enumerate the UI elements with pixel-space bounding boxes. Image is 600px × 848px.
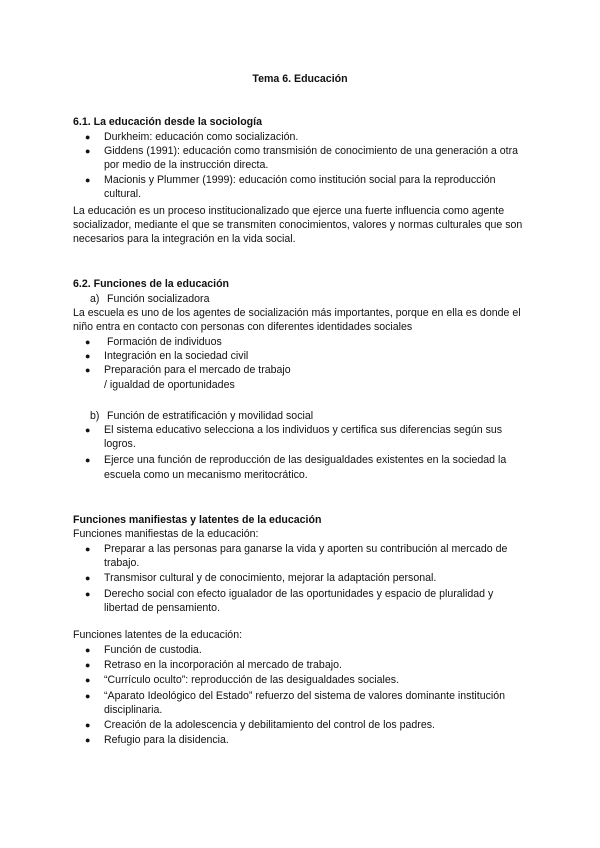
list-item: ● Transmisor cultural y de conocimiento, mejorar la adaptación personal. [85, 572, 437, 585]
list-item: ● Macionis y Plummer (1999): educación como institución social para la reproducción cultural. [85, 173, 496, 200]
list-item: ● Durkheim: educación como socialización. [85, 131, 299, 143]
manifest-functions-label: Funciones manifiestas de la educación: [73, 528, 259, 540]
list-item: ● Preparación para el mercado de trabajo [85, 364, 291, 377]
list-item: ● Integración en la sociedad civil [85, 350, 249, 363]
list-item: ● Creación de la adolescencia y debilitamiento del control de los padres. [85, 719, 435, 732]
latent-functions-list [85, 643, 530, 747]
latent-functions-label: Funciones latentes de la educación: [73, 629, 243, 641]
list-item: ● “Currículo oculto”: reproducción de las desigualdades sociales. [85, 674, 400, 687]
subsection-a-paragraph: La escuela es uno de los agentes de socialización más importantes, porque en ella es donde el niño entra en contacto con personas con diferentes identidades sociales [73, 307, 521, 334]
document-title: Tema 6. Educación [252, 73, 348, 85]
manifest-functions-list [85, 542, 530, 615]
list-item: ● Ejerce una función de reproducción de las desigualdades existentes en la sociedad la escuela como un mecanismo meritocrático. [85, 454, 507, 481]
list-item: ● Giddens (1991): educación como transmisión de conocimiento de una generación a otra por medio de la instrucción directa. [85, 145, 518, 172]
list-item: ● Formación de individuos [85, 336, 222, 348]
list-item: ● “Aparato Ideológico del Estado” refuerzo del sistema de valores dominante institución disciplinaria. [85, 689, 506, 716]
subsection-a-title: a) Función socializadora [90, 293, 210, 305]
list-item: ● Retraso en la incorporación al mercado de trabajo. [85, 659, 342, 672]
section-3-heading: Funciones manifiestas y latentes de la educación [73, 514, 322, 526]
list-item: ● Función de custodia. [85, 644, 202, 656]
subsection-b-list [85, 423, 530, 482]
section-1-paragraph: La educación es un proceso institucionalizado que ejerce una fuerte influencia como agente socializador, mediante el que se transmiten conocimientos, valores y normas culturales que son necesarios para la integración en la vida social. [73, 205, 523, 246]
list-item: ● El sistema educativo selecciona a los individuos y certifica sus diferencias según sus logros. [85, 424, 503, 451]
section-2-heading: 6.2. Funciones de la educación [73, 278, 230, 290]
section-1-heading: 6.1. La educación desde la sociología [73, 116, 262, 128]
section-1-list [85, 130, 530, 201]
list-item: ● Refugio para la disidencia. [85, 734, 229, 747]
subsection-b-title: b) Función de estratificación y movilidad social [90, 410, 314, 422]
list-item: ● Derecho social con efecto igualador de las oportunidades y espacio de pluralidad y libertad de pensamiento. [85, 587, 494, 614]
subsection-a-list [85, 335, 530, 392]
list-item-continuation: / igualdad de oportunidades [104, 378, 235, 391]
list-item: ● Preparar a las personas para ganarse la vida y aporten su contribución al mercado de trabajo. [85, 543, 508, 570]
